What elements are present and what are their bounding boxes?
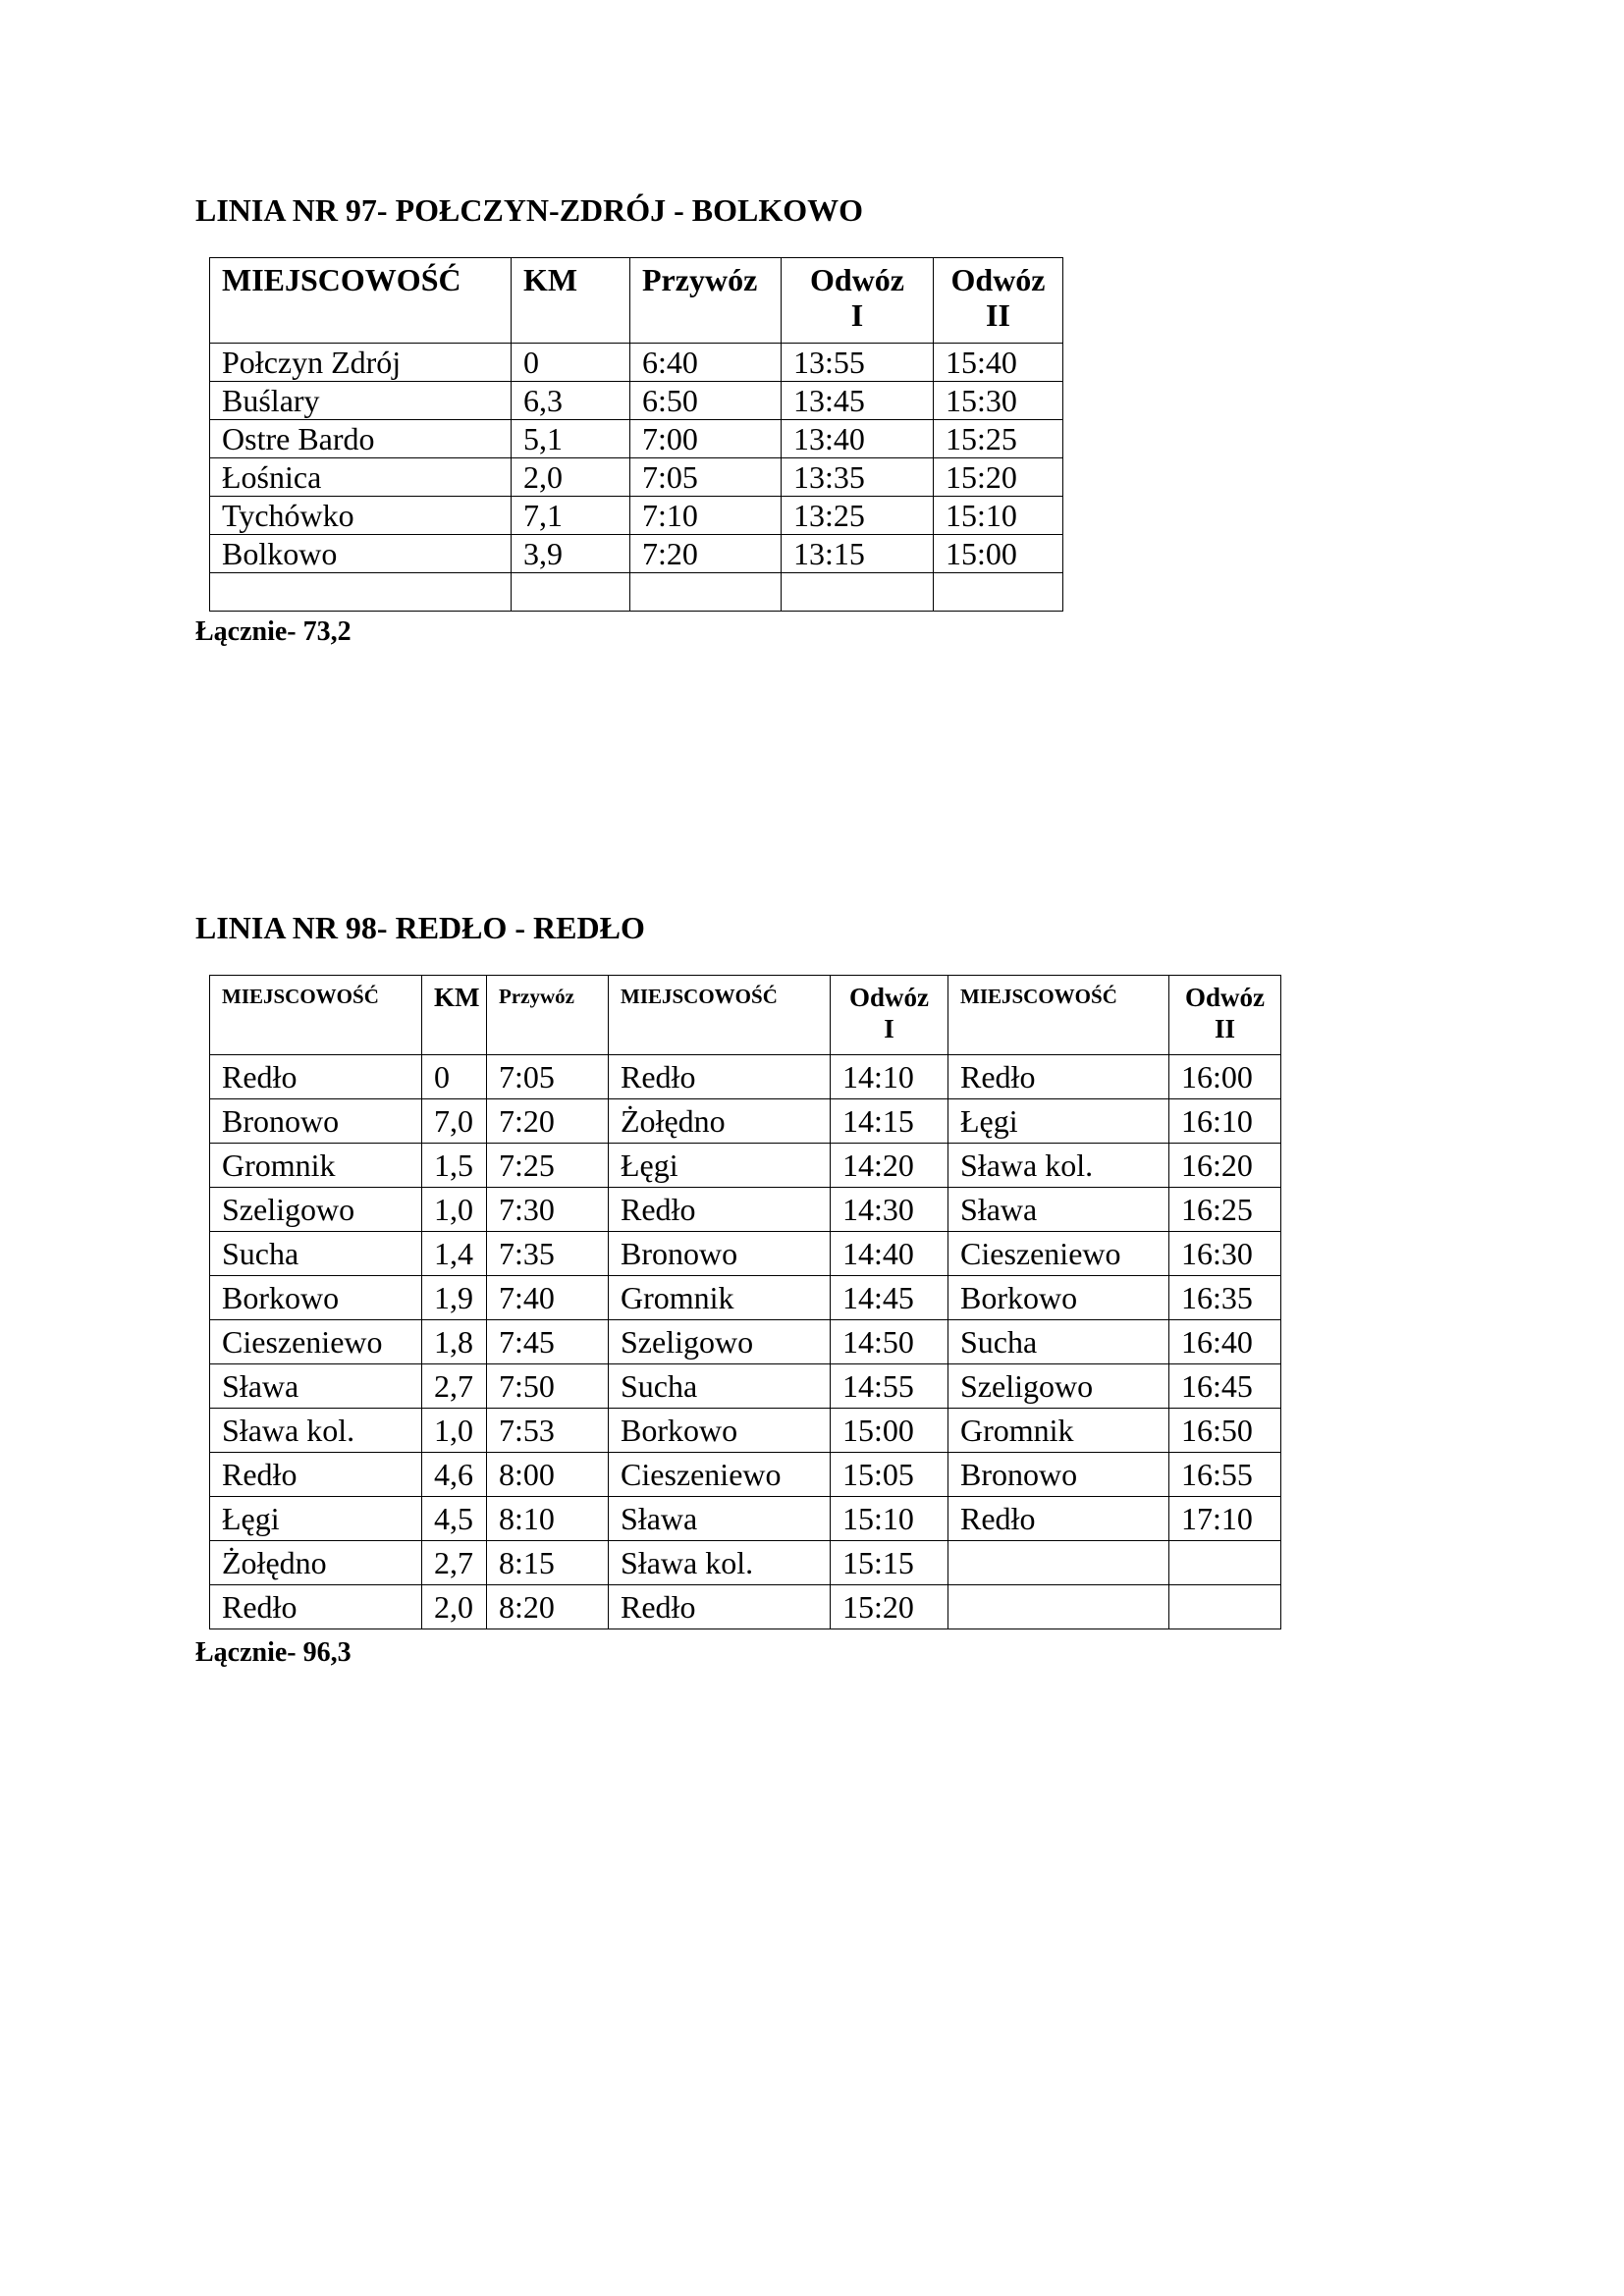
cell-przywoz: 8:10 bbox=[487, 1497, 609, 1541]
cell-odwoz-1: 14:50 bbox=[831, 1320, 948, 1364]
line98-timetable bbox=[209, 975, 1281, 1629]
header-odwoz-1-line1: Odwóz bbox=[849, 983, 929, 1012]
cell-odwoz-1: 13:35 bbox=[782, 458, 934, 497]
cell-odwoz-2 bbox=[1169, 1585, 1281, 1629]
cell-odwoz-1: 15:15 bbox=[831, 1541, 948, 1585]
cell-odwoz-1: 14:15 bbox=[831, 1099, 948, 1144]
header-miejscowosc: MIEJSCOWOŚĆ bbox=[210, 258, 512, 344]
cell-odwoz-2: 15:25 bbox=[934, 420, 1063, 458]
cell-miejscowosc-odwoz-2: Łęgi bbox=[948, 1099, 1169, 1144]
cell-odwoz-2: 16:45 bbox=[1169, 1364, 1281, 1409]
cell-odwoz-1: 13:55 bbox=[782, 344, 934, 382]
cell-km: 7,1 bbox=[512, 497, 630, 535]
cell-odwoz-1: 14:40 bbox=[831, 1232, 948, 1276]
cell-miejscowosc-odwoz-2: Sława kol. bbox=[948, 1144, 1169, 1188]
cell-odwoz-1 bbox=[782, 573, 934, 612]
cell-miejscowosc-odwoz-1: Redło bbox=[609, 1188, 831, 1232]
cell-miejscowosc-odwoz-1: Sucha bbox=[609, 1364, 831, 1409]
cell-miejscowosc: Szeligowo bbox=[210, 1188, 422, 1232]
cell-km: 2,0 bbox=[422, 1585, 487, 1629]
cell-odwoz-1: 14:20 bbox=[831, 1144, 948, 1188]
cell-miejscowosc-odwoz-1: Redło bbox=[609, 1585, 831, 1629]
cell-miejscowosc: Sucha bbox=[210, 1232, 422, 1276]
header-odwoz-2 bbox=[1169, 976, 1281, 1055]
cell-miejscowosc-odwoz-1: Sława kol. bbox=[609, 1541, 831, 1585]
cell-miejscowosc-odwoz-2 bbox=[948, 1585, 1169, 1629]
cell-odwoz-2: 15:20 bbox=[934, 458, 1063, 497]
cell-przywoz: 7:05 bbox=[630, 458, 782, 497]
cell-odwoz-2: 16:40 bbox=[1169, 1320, 1281, 1364]
cell-odwoz-1: 14:10 bbox=[831, 1055, 948, 1099]
cell-km: 0 bbox=[512, 344, 630, 382]
cell-miejscowosc: Tychówko bbox=[210, 497, 512, 535]
table-row bbox=[210, 1364, 1281, 1409]
cell-odwoz-2: 16:30 bbox=[1169, 1232, 1281, 1276]
header-miejscowosc: MIEJSCOWOŚĆ bbox=[210, 976, 422, 1055]
table-row bbox=[210, 535, 1063, 573]
cell-km: 2,7 bbox=[422, 1364, 487, 1409]
cell-miejscowosc-odwoz-1: Borkowo bbox=[609, 1409, 831, 1453]
cell-km: 1,9 bbox=[422, 1276, 487, 1320]
cell-odwoz-1: 14:45 bbox=[831, 1276, 948, 1320]
line97-total: Łącznie- 73,2 bbox=[195, 616, 352, 647]
header-odwoz-2-line2: II bbox=[986, 297, 1010, 333]
header-miejscowosc-odwoz-2: MIEJSCOWOŚĆ bbox=[948, 976, 1169, 1055]
table-row bbox=[210, 1453, 1281, 1497]
line98-title: LINIA NR 98- REDŁO - REDŁO bbox=[195, 910, 645, 945]
cell-km: 7,0 bbox=[422, 1099, 487, 1144]
cell-odwoz-1: 13:15 bbox=[782, 535, 934, 573]
cell-przywoz: 8:00 bbox=[487, 1453, 609, 1497]
cell-km: 1,0 bbox=[422, 1409, 487, 1453]
cell-odwoz-1: 14:30 bbox=[831, 1188, 948, 1232]
cell-odwoz-1: 15:05 bbox=[831, 1453, 948, 1497]
cell-miejscowosc: Gromnik bbox=[210, 1144, 422, 1188]
cell-odwoz-1: 15:20 bbox=[831, 1585, 948, 1629]
table-row bbox=[210, 497, 1063, 535]
cell-miejscowosc-odwoz-2: Cieszeniewo bbox=[948, 1232, 1169, 1276]
cell-km: 3,9 bbox=[512, 535, 630, 573]
cell-przywoz: 7:00 bbox=[630, 420, 782, 458]
cell-km: 0 bbox=[422, 1055, 487, 1099]
cell-odwoz-2: 16:50 bbox=[1169, 1409, 1281, 1453]
header-odwoz-1-line1: Odwóz bbox=[810, 262, 904, 297]
cell-miejscowosc-odwoz-2 bbox=[948, 1541, 1169, 1585]
cell-miejscowosc-odwoz-2: Gromnik bbox=[948, 1409, 1169, 1453]
cell-przywoz: 7:05 bbox=[487, 1055, 609, 1099]
cell-odwoz-2: 16:00 bbox=[1169, 1055, 1281, 1099]
cell-miejscowosc-odwoz-1: Łęgi bbox=[609, 1144, 831, 1188]
table-row bbox=[210, 1541, 1281, 1585]
cell-przywoz: 8:20 bbox=[487, 1585, 609, 1629]
cell-km bbox=[512, 573, 630, 612]
cell-miejscowosc: Bolkowo bbox=[210, 535, 512, 573]
cell-odwoz-2: 16:20 bbox=[1169, 1144, 1281, 1188]
cell-miejscowosc: Ostre Bardo bbox=[210, 420, 512, 458]
table-row bbox=[210, 344, 1063, 382]
header-odwoz-2-line2: II bbox=[1214, 1014, 1235, 1043]
table-row bbox=[210, 1188, 1281, 1232]
cell-miejscowosc-odwoz-1: Gromnik bbox=[609, 1276, 831, 1320]
cell-odwoz-1: 14:55 bbox=[831, 1364, 948, 1409]
table-row bbox=[210, 1055, 1281, 1099]
cell-odwoz-2: 16:55 bbox=[1169, 1453, 1281, 1497]
cell-miejscowosc: Redło bbox=[210, 1453, 422, 1497]
cell-odwoz-1: 13:45 bbox=[782, 382, 934, 420]
table-row bbox=[210, 1099, 1281, 1144]
cell-przywoz bbox=[630, 573, 782, 612]
table-row bbox=[210, 1409, 1281, 1453]
cell-miejscowosc: Żołędno bbox=[210, 1541, 422, 1585]
cell-odwoz-2: 15:00 bbox=[934, 535, 1063, 573]
header-odwoz-1 bbox=[831, 976, 948, 1055]
header-odwoz-1-line2: I bbox=[884, 1014, 894, 1043]
cell-km: 1,5 bbox=[422, 1144, 487, 1188]
table-row bbox=[210, 1276, 1281, 1320]
cell-miejscowosc: Sława kol. bbox=[210, 1409, 422, 1453]
cell-odwoz-2 bbox=[1169, 1541, 1281, 1585]
table-row bbox=[210, 382, 1063, 420]
cell-miejscowosc: Buślary bbox=[210, 382, 512, 420]
cell-przywoz: 7:40 bbox=[487, 1276, 609, 1320]
cell-odwoz-1: 15:00 bbox=[831, 1409, 948, 1453]
cell-miejscowosc: Bronowo bbox=[210, 1099, 422, 1144]
cell-przywoz: 8:15 bbox=[487, 1541, 609, 1585]
cell-miejscowosc-odwoz-2: Borkowo bbox=[948, 1276, 1169, 1320]
cell-km: 6,3 bbox=[512, 382, 630, 420]
cell-km: 4,5 bbox=[422, 1497, 487, 1541]
header-km: KM bbox=[512, 258, 630, 344]
cell-miejscowosc-odwoz-2: Bronowo bbox=[948, 1453, 1169, 1497]
header-przywoz: Przywóz bbox=[630, 258, 782, 344]
cell-przywoz: 7:20 bbox=[630, 535, 782, 573]
cell-miejscowosc-odwoz-1: Bronowo bbox=[609, 1232, 831, 1276]
cell-miejscowosc: Redło bbox=[210, 1585, 422, 1629]
table-row bbox=[210, 1232, 1281, 1276]
table-row bbox=[210, 458, 1063, 497]
table-header-row bbox=[210, 258, 1063, 344]
cell-przywoz: 7:45 bbox=[487, 1320, 609, 1364]
cell-przywoz: 7:35 bbox=[487, 1232, 609, 1276]
cell-miejscowosc-odwoz-1: Szeligowo bbox=[609, 1320, 831, 1364]
table-row bbox=[210, 573, 1063, 612]
table-row bbox=[210, 1585, 1281, 1629]
cell-odwoz-1: 13:25 bbox=[782, 497, 934, 535]
cell-miejscowosc: Łęgi bbox=[210, 1497, 422, 1541]
cell-odwoz-2 bbox=[934, 573, 1063, 612]
cell-miejscowosc-odwoz-1: Żołędno bbox=[609, 1099, 831, 1144]
cell-miejscowosc-odwoz-2: Redło bbox=[948, 1497, 1169, 1541]
table-row bbox=[210, 420, 1063, 458]
cell-odwoz-2: 17:10 bbox=[1169, 1497, 1281, 1541]
cell-przywoz: 7:30 bbox=[487, 1188, 609, 1232]
cell-km: 1,0 bbox=[422, 1188, 487, 1232]
cell-miejscowosc-odwoz-1: Sława bbox=[609, 1497, 831, 1541]
cell-miejscowosc-odwoz-1: Redło bbox=[609, 1055, 831, 1099]
header-odwoz-1-line2: I bbox=[850, 297, 864, 333]
cell-przywoz: 6:40 bbox=[630, 344, 782, 382]
cell-przywoz: 7:10 bbox=[630, 497, 782, 535]
table-header-row bbox=[210, 976, 1281, 1055]
cell-przywoz: 7:20 bbox=[487, 1099, 609, 1144]
table-row bbox=[210, 1497, 1281, 1541]
cell-miejscowosc: Cieszeniewo bbox=[210, 1320, 422, 1364]
cell-przywoz: 6:50 bbox=[630, 382, 782, 420]
cell-km: 4,6 bbox=[422, 1453, 487, 1497]
cell-miejscowosc: Połczyn Zdrój bbox=[210, 344, 512, 382]
cell-odwoz-2: 16:10 bbox=[1169, 1099, 1281, 1144]
cell-miejscowosc-odwoz-2: Sucha bbox=[948, 1320, 1169, 1364]
cell-odwoz-2: 16:35 bbox=[1169, 1276, 1281, 1320]
cell-km: 2,0 bbox=[512, 458, 630, 497]
cell-odwoz-2: 15:30 bbox=[934, 382, 1063, 420]
cell-odwoz-1: 13:40 bbox=[782, 420, 934, 458]
header-odwoz-2-line1: Odwóz bbox=[950, 262, 1046, 297]
table-row bbox=[210, 1144, 1281, 1188]
header-miejscowosc-odwoz-1: MIEJSCOWOŚĆ bbox=[609, 976, 831, 1055]
cell-odwoz-2: 16:25 bbox=[1169, 1188, 1281, 1232]
header-odwoz-2 bbox=[934, 258, 1063, 344]
cell-odwoz-1: 15:10 bbox=[831, 1497, 948, 1541]
cell-km: 1,8 bbox=[422, 1320, 487, 1364]
cell-miejscowosc-odwoz-2: Sława bbox=[948, 1188, 1169, 1232]
cell-miejscowosc-odwoz-2: Szeligowo bbox=[948, 1364, 1169, 1409]
header-odwoz-1 bbox=[782, 258, 934, 344]
cell-miejscowosc: Sława bbox=[210, 1364, 422, 1409]
cell-km: 2,7 bbox=[422, 1541, 487, 1585]
line98-total: Łącznie- 96,3 bbox=[195, 1637, 352, 1668]
cell-miejscowosc: Borkowo bbox=[210, 1276, 422, 1320]
cell-km: 5,1 bbox=[512, 420, 630, 458]
header-km: KM bbox=[422, 976, 487, 1055]
cell-miejscowosc-odwoz-1: Cieszeniewo bbox=[609, 1453, 831, 1497]
table-row bbox=[210, 1320, 1281, 1364]
cell-km: 1,4 bbox=[422, 1232, 487, 1276]
cell-przywoz: 7:25 bbox=[487, 1144, 609, 1188]
header-odwoz-2-line1: Odwóz bbox=[1185, 983, 1265, 1012]
cell-miejscowosc: Redło bbox=[210, 1055, 422, 1099]
cell-odwoz-2: 15:10 bbox=[934, 497, 1063, 535]
header-przywoz: Przywóz bbox=[487, 976, 609, 1055]
cell-miejscowosc-odwoz-2: Redło bbox=[948, 1055, 1169, 1099]
line97-timetable bbox=[209, 257, 1063, 612]
line97-title: LINIA NR 97- POŁCZYN-ZDRÓJ - BOLKOWO bbox=[195, 192, 864, 228]
cell-odwoz-2: 15:40 bbox=[934, 344, 1063, 382]
cell-miejscowosc: Łośnica bbox=[210, 458, 512, 497]
cell-przywoz: 7:50 bbox=[487, 1364, 609, 1409]
cell-miejscowosc bbox=[210, 573, 512, 612]
cell-przywoz: 7:53 bbox=[487, 1409, 609, 1453]
